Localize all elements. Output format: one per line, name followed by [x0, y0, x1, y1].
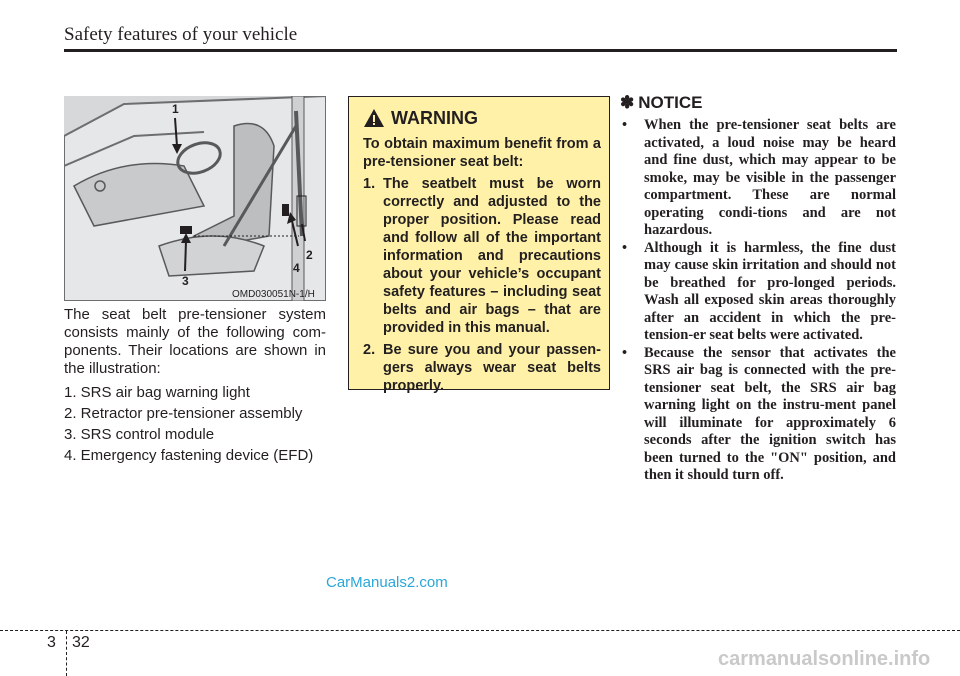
notice-list [620, 117, 896, 485]
figure-code: OMD030051N-1/H [232, 289, 315, 300]
list-item: 3. SRS control module [64, 426, 215, 443]
list-item: 4. Emergency fastening device (EFD) [64, 447, 314, 464]
callout-1: 1 [172, 102, 179, 116]
list-item [620, 240, 896, 345]
page-header-title: Safety features of your vehicle [64, 24, 298, 45]
callout-4: 4 [293, 261, 300, 275]
item-text: When the pre-tensioner seat belts are activated, a loud noise may be heard and fine dust, which may appear to be smoke, may be visible in the passenger compartment. These are normal operating condi-tions and are not hazardous. [644, 117, 896, 238]
bullet-icon: • [622, 344, 628, 361]
car-interior-illustration [64, 96, 326, 301]
intro-paragraph: The seat belt pre-tensioner system consists mainly of the following com-ponents. Their locations are shown in the illustration: [64, 306, 326, 377]
header-rule [64, 49, 897, 52]
item-text: The seatbelt must be worn correctly and adjusted to the proper position. Please read and follow all of the important information and precautions about your vehicle’s occupant safety features – including seat belts and air bags – that are provided in this manual. [383, 176, 601, 336]
list-item: 1. SRS air bag warning light [64, 384, 250, 401]
notice-title: NOTICE [638, 93, 703, 112]
list-item [363, 175, 601, 337]
callout-2: 2 [306, 248, 313, 262]
chapter-number: 3 [47, 634, 56, 651]
list-item [620, 117, 896, 240]
item-number: 1. [363, 176, 376, 192]
list-item [620, 345, 896, 485]
left-column [64, 306, 326, 466]
item-text: Because the sensor that activates the SRS air bag is connected with the pre-tensioner seat belt, the SRS air bag warning light on the instru-ment panel will illuminate for approximately 6 seconds after the ignition switch has been turned to the "ON" position, and then it should turn off. [644, 344, 896, 483]
bullet-icon: • [622, 239, 628, 256]
warning-header [363, 105, 601, 131]
page-number: 32 [72, 634, 90, 651]
watermark-link[interactable]: CarManuals2.com [326, 574, 448, 591]
item-text: Although it is harmless, the fine dust may cause skin irritation and should not be breathed for pro-longed periods. Wash all exposed skin areas thoroughly after an accident in which the pre-tension-er seat belts were activated. [644, 239, 896, 343]
notice-header [620, 93, 896, 113]
item-number: 2. [363, 342, 376, 358]
site-watermark: carmanualsonline.info [718, 648, 931, 670]
component-list [64, 382, 326, 466]
warning-box [348, 96, 610, 394]
bullet-icon: • [622, 117, 628, 133]
warning-list [363, 175, 601, 395]
warning-intro: To obtain maximum benefit from a pre-tensioner seat belt: [363, 136, 601, 170]
warning-triangle-icon [363, 108, 385, 128]
warning-title: WARNING [391, 107, 478, 128]
callout-3: 3 [182, 274, 189, 288]
footer-divider [66, 631, 67, 676]
item-text: Be sure you and your passen-gers always wear seat belts properly. [383, 342, 601, 394]
notice-section [620, 93, 896, 485]
illustration [64, 96, 326, 301]
notice-star-icon: ✽ [620, 93, 635, 112]
list-item [363, 341, 601, 395]
list-item: 2. Retractor pre-tensioner assembly [64, 405, 303, 422]
footer-rule [0, 630, 960, 631]
